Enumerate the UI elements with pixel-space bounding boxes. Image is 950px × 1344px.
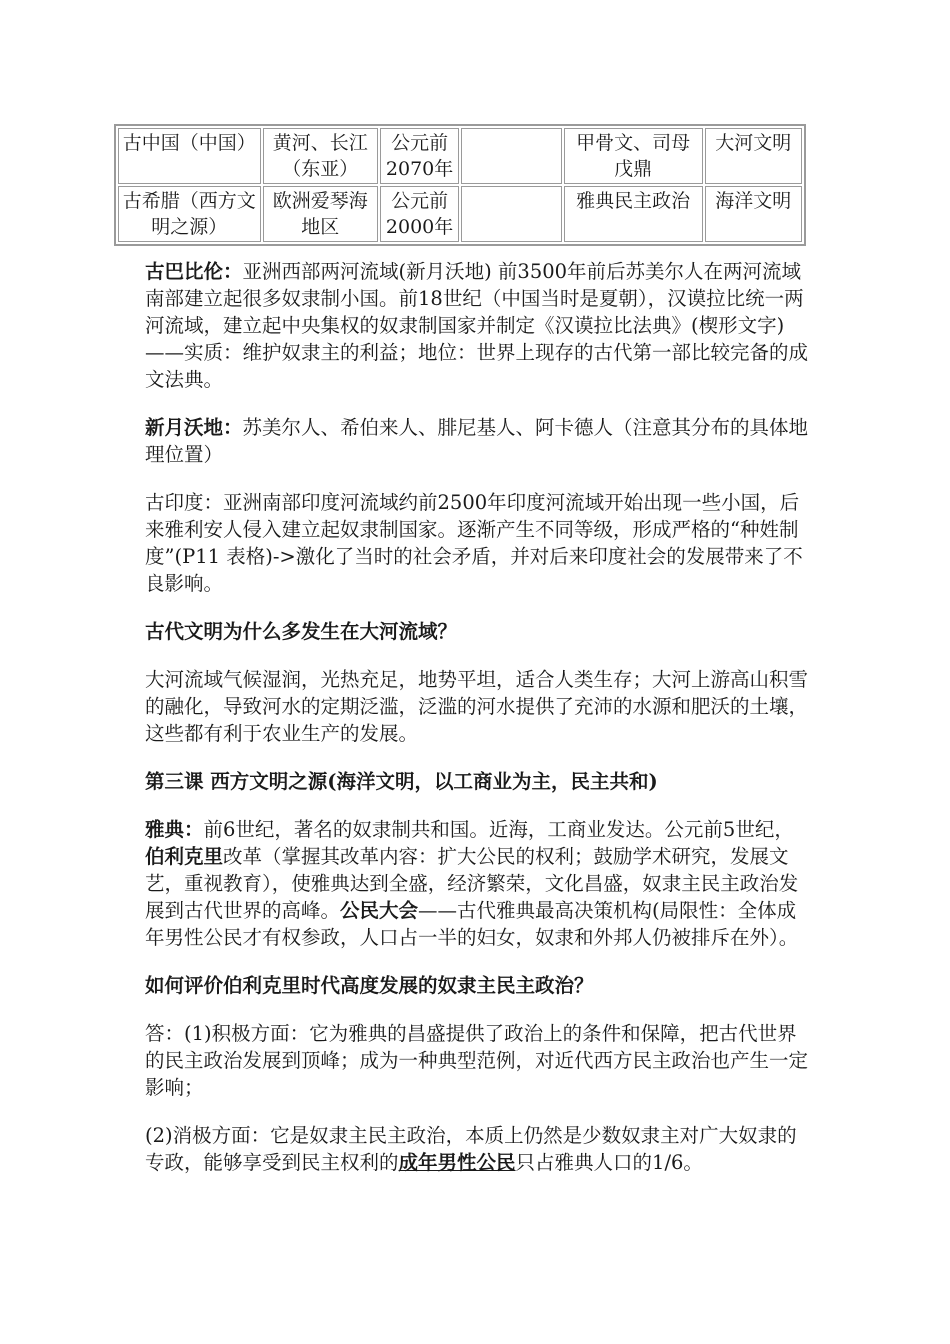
term-assembly: 公民大会 xyxy=(340,899,419,922)
paragraph-positive: 答：(1)积极方面：它为雅典的昌盛提供了政治上的条件和保障，把古代世界的民主政治发展到顶峰；成为一种典型范例，对近代西方民主政治也产生一定影响； xyxy=(145,1022,809,1099)
term-pericles: 伯利克里 xyxy=(145,845,224,868)
heading-river-question: 古代文明为什么多发生在大河流域？ xyxy=(145,620,458,643)
table-cell: 古希腊（西方文明之源） xyxy=(118,186,261,242)
paragraph-babylon xyxy=(145,258,811,393)
paragraph-athens: 雅典：前6世纪，著名的奴隶制共和国。近海，工商业发达。公元前5世纪，伯利克里改革（掌握其改革内容：扩大公民的权利；鼓励学术研究，发展文艺，重视教育），使雅典达到全盛，经济繁荣，文化昌盛，奴隶主民主政治发展到古代世界的高峰。公民大会——古代雅典最高决策机构(局限性：全体成年男性公民才有权参政，人口占一半的妇女，奴隶和外邦人仍被排斥在外）。 xyxy=(145,818,799,949)
table-cell xyxy=(461,128,562,184)
table-cell: 大河文明 xyxy=(705,128,803,184)
heading-evaluation-question: 如何评价伯利克里时代高度发展的奴隶主民主政治？ xyxy=(145,974,594,997)
term-adult-male-citizens: 成年男性公民 xyxy=(398,1151,516,1174)
table-cell: 雅典民主政治 xyxy=(564,186,703,242)
table-cell: 古中国（中国） xyxy=(118,128,261,184)
table-cell: 公元前2070年 xyxy=(380,128,459,184)
paragraph-river-answer: 大河流域气候湿润，光热充足，地势平坦，适合人类生存；大河上游高山积雪的融化，导致河水的定期泛滥，泛滥的河水提供了充沛的水源和肥沃的土壤，这些都有利于农业生产的发展。 xyxy=(145,668,809,745)
table-cell: 欧洲爱琴海地区 xyxy=(263,186,378,242)
table-cell: 海洋文明 xyxy=(705,186,803,242)
table-row xyxy=(118,128,802,184)
heading-babylon: 古巴比伦： xyxy=(145,260,243,283)
table-cell: 黄河、长江（东亚） xyxy=(263,128,378,184)
babylon-text: 亚洲西部两河流域(新月沃地) 前3500年前后苏美尔人在两河流域南部建立起很多奴隶制小国。前18世纪（中国当时是夏朝），汉谟拉比统一两河流域，建立起中央集权的奴隶制国家并制定《汉谟拉比法典》(楔形文字)——实质：维护奴隶主的利益；地位：世界上现存的古代第一部比较完备的成文法典。 xyxy=(145,260,809,391)
paragraph-india: 古印度：亚洲南部印度河流域约前2500年印度河流域开始出现一些小国，后来雅利安人侵入建立起奴隶制国家。逐渐产生不同等级，形成严格的“种姓制度”(P11 表格)->激化了当时的社会矛盾，并对后来印度社会的发展带来了不良影响。 xyxy=(145,491,803,595)
civilization-table xyxy=(114,124,806,246)
heading-athens: 雅典： xyxy=(145,818,204,841)
heading-crescent: 新月沃地： xyxy=(145,416,243,439)
table-cell: 甲骨文、司母戊鼎 xyxy=(564,128,703,184)
paragraph-crescent xyxy=(145,414,811,468)
paragraph-negative: (2)消极方面：它是奴隶主民主政治，本质上仍然是少数奴隶主对广大奴隶的专政，能够享受到民主权利的成年男性公民只占雅典人口的1/6。 xyxy=(145,1124,797,1174)
table-row xyxy=(118,186,802,242)
crescent-text: 苏美尔人、希伯来人、腓尼基人、阿卡德人（注意其分布的具体地理位置） xyxy=(145,416,809,466)
table-cell xyxy=(461,186,562,242)
document-body xyxy=(145,258,811,1197)
heading-lesson-3: 第三课 西方文明之源(海洋文明，以工商业为主，民主共和) xyxy=(145,770,658,793)
table-cell: 公元前2000年 xyxy=(380,186,459,242)
